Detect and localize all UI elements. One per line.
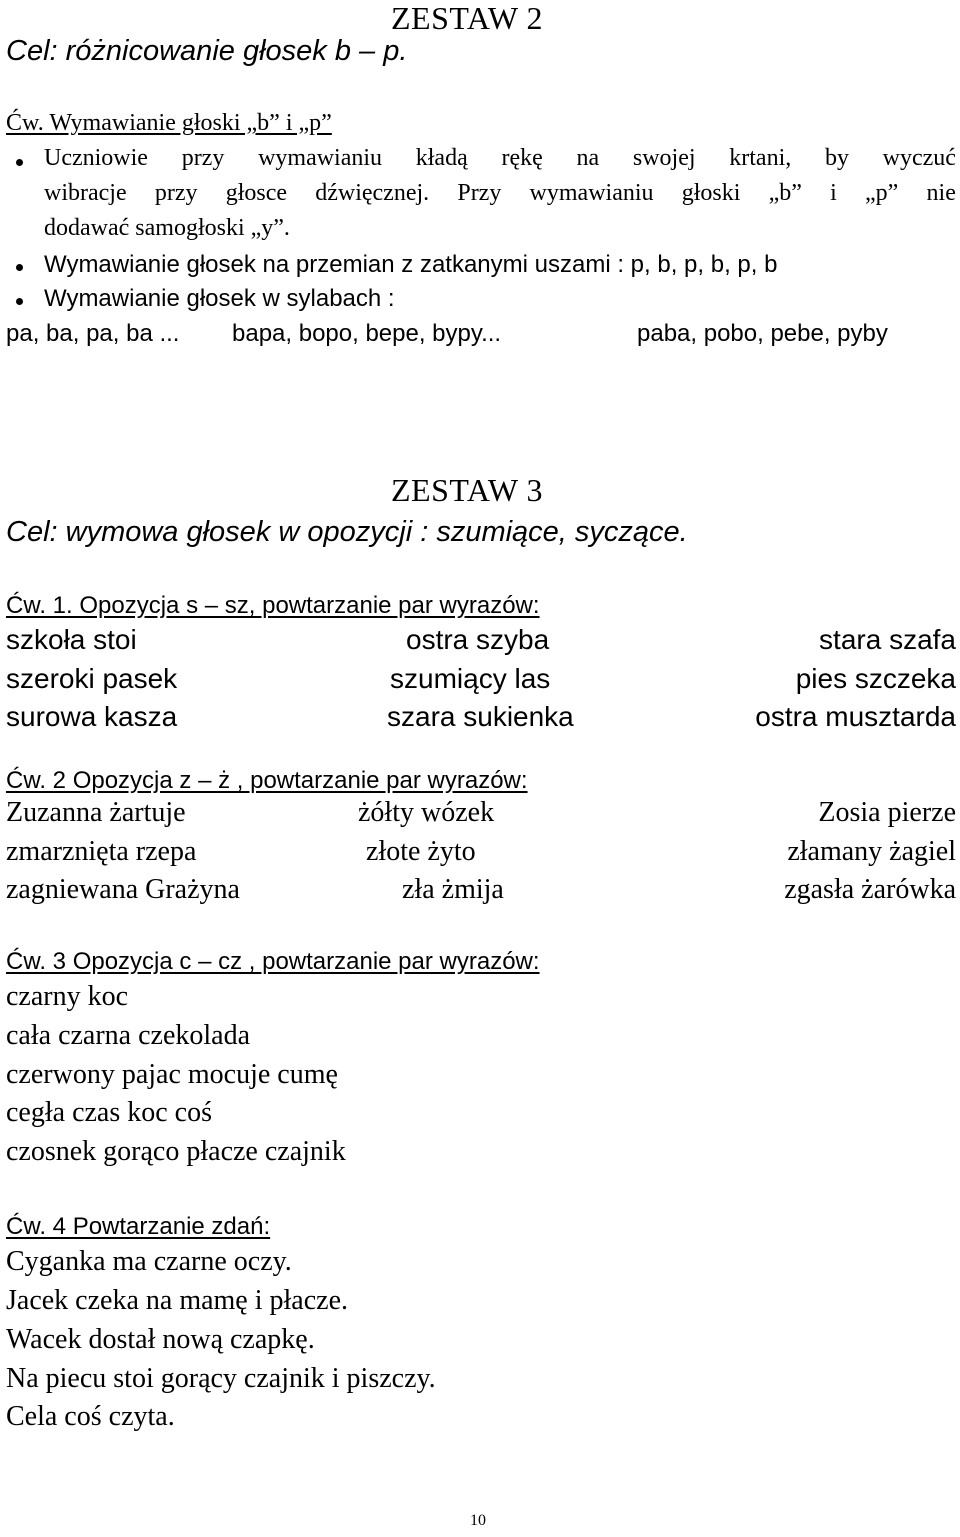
zestaw2-bullet1-line1: Uczniowie przy wymawianiu kładą rękę na swojej krtani, by wyczuć	[44, 145, 956, 171]
ex4-line: Na piecu stoi gorący czajnik i piszczy.	[6, 1363, 436, 1394]
ex3-line: cała czarna czekolada	[6, 1020, 251, 1051]
ex2-row2-col2: złote żyto	[366, 836, 476, 867]
zestaw2-bullet2: Wymawianie głosek na przemian z zatkanymi uszami : p, b, p, b, p, b	[44, 251, 778, 278]
ex1-row3-col2: szara sukienka	[387, 701, 574, 732]
ex2-row3-col1: zagniewana Grażyna	[6, 874, 240, 905]
ex3-line: czerwony pajac mocuje cumę	[6, 1059, 338, 1090]
ex1-heading: Ćw. 1. Opozycja s – sz, powtarzanie par wyrazów:	[6, 592, 540, 619]
ex1-row1-col3: stara szafa	[819, 624, 956, 655]
zestaw2-goal: Cel: różnicowanie głosek b – p.	[6, 35, 408, 67]
syllables-1: pa, ba, pa, ba ...	[6, 320, 180, 347]
page-number: 10	[470, 1512, 486, 1529]
ex2-row3-col2: zła żmija	[402, 874, 504, 905]
ex4-line: Wacek dostał nową czapkę.	[6, 1324, 315, 1355]
zestaw2-bullet3: Wymawianie głosek w sylabach :	[44, 285, 395, 312]
ex3-line: czarny koc	[6, 981, 129, 1012]
zestaw2-bullet1-line3: dodawać samogłoski „y”.	[44, 215, 290, 241]
zestaw3-title: ZESTAW 3	[391, 472, 544, 508]
syllables-3: paba, pobo, pebe, pyby	[637, 320, 888, 347]
ex1-row1-col1: szkoła stoi	[6, 624, 137, 655]
ex4-line: Cela coś czyta.	[6, 1401, 175, 1432]
ex4-line: Cyganka ma czarne oczy.	[6, 1246, 292, 1277]
ex2-row1-col3: Zosia pierze	[818, 797, 956, 828]
ex1-row2-col2: szumiący las	[390, 663, 551, 694]
bullet-icon	[16, 264, 23, 271]
ex2-heading: Ćw. 2 Opozycja z – ż , powtarzanie par wyrazów:	[6, 767, 528, 794]
ex4-heading: Ćw. 4 Powtarzanie zdań:	[6, 1213, 271, 1240]
ex1-row3-col3: ostra musztarda	[755, 701, 956, 732]
ex1-row1-col2: ostra szyba	[406, 624, 550, 655]
zestaw2-bullet1-line2: wibracje przy głosce dźwięcznej. Przy wymawianiu głoski „b” i „p” nie	[44, 180, 956, 206]
ex2-row2-col1: zmarznięta rzepa	[6, 836, 197, 867]
ex3-heading: Ćw. 3 Opozycja c – cz , powtarzanie par wyrazów:	[6, 948, 540, 975]
ex1-row2-col1: szeroki pasek	[6, 663, 178, 694]
syllables-2: bapa, bopo, bepe, bypy...	[232, 320, 502, 347]
ex2-row1-col2: żółty wózek	[358, 797, 495, 828]
zestaw3-goal: Cel: wymowa głosek w opozycji : szumiące, syczące.	[6, 516, 688, 548]
ex2-row1-col1: Zuzanna żartuje	[6, 797, 186, 828]
bullet-icon	[16, 159, 23, 166]
ex4-line: Jacek czeka na mamę i płacze.	[6, 1285, 349, 1316]
bullet-icon	[16, 298, 23, 305]
zestaw2-title: ZESTAW 2	[391, 0, 544, 36]
ex3-line: czosnek gorąco płacze czajnik	[6, 1136, 346, 1167]
ex1-row2-col3: pies szczeka	[795, 663, 956, 694]
ex2-row2-col3: złamany żagiel	[787, 836, 956, 867]
ex3-line: cegła czas koc coś	[6, 1097, 212, 1128]
zestaw2-exercise-heading: Ćw. Wymawianie głoski „b” i „p”	[6, 110, 332, 136]
ex1-row3-col1: surowa kasza	[6, 701, 178, 732]
ex2-row3-col3: zgasła żarówka	[784, 874, 956, 905]
